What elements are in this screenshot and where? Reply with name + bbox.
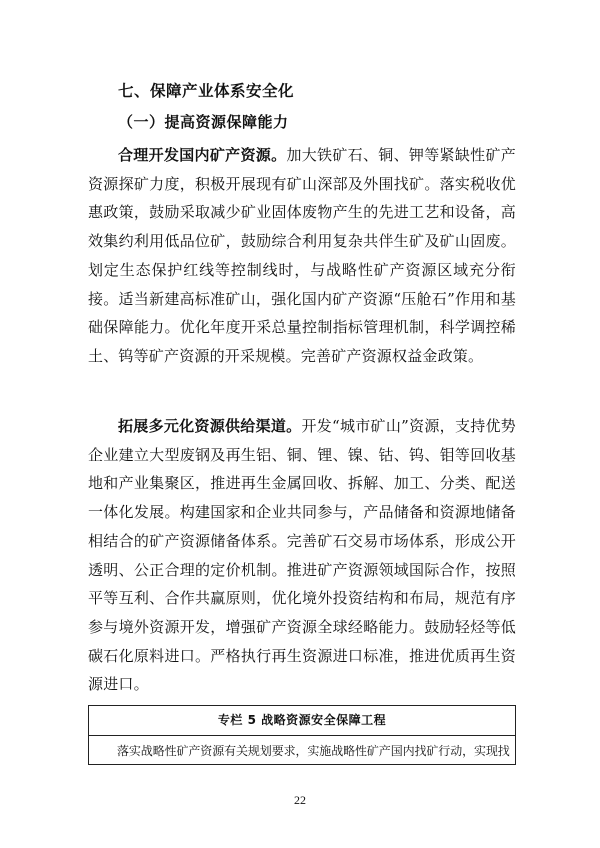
column-box-title: 专栏 5 战略资源安全保障工程: [89, 706, 515, 736]
page-number: 22: [294, 793, 306, 807]
paragraph-text: 开发“城市矿山”资源，支持优势企业建立大型废钢及再生铝、铜、锂、镍、钴、钨、钼等回收基地和产业集聚区，推进再生金属回收、拆解、加工、分类、配送一体化发展。构建国家和企业共同参与，产品储备和资源地储备相结合的矿产资源储备体系。完善矿石交易市场体系，形成公开透明、公正合理的定价机制。推进矿产资源领域国际合作，按照平等互利、合作共赢原则，优化境外投资结构和布局，规范有序参与境外资源开发，增强矿产资源全球经略能力。鼓励轻烃等低碳石化原料进口。严格执行再生资源进口标准，推进优质再生资源进口。: [88, 417, 517, 694]
column-box: [88, 705, 516, 765]
paragraph-lead: 合理开发国内矿产资源。: [118, 146, 287, 164]
section-title: 七、保障产业体系安全化: [118, 82, 295, 100]
paragraph-text: 加大铁矿石、铜、钾等紧缺性矿产资源探矿力度，积极开展现有矿山深部及外围找矿。落实税收优惠政策，鼓励采取减少矿业固体废物产生的先进工艺和设备，高效集约利用低品位矿，鼓励综合利用复杂共伴生矿及矿山固废。划定生态保护红线等控制线时，与战略性矿产资源区域充分衔接。适当新建高标准矿山，强化国内矿产资源“压舱石”作用和基础保障能力。优化年度开采总量控制指标管理机制，科学调控稀土、钨等矿产资源的开采规模。完善矿产资源权益金政策。: [88, 146, 516, 365]
paragraph-lead: 拓展多元化资源供给渠道。: [118, 417, 302, 435]
column-box-body: 落实战略性矿产资源有关规划要求，实施战略性矿产国内找矿行动，实现找: [117, 744, 510, 758]
paragraph-diversified-supply: [88, 412, 516, 702]
paragraph-domestic-resources: [88, 141, 516, 401]
subsection-title: （一）提高资源保障能力: [118, 113, 289, 131]
